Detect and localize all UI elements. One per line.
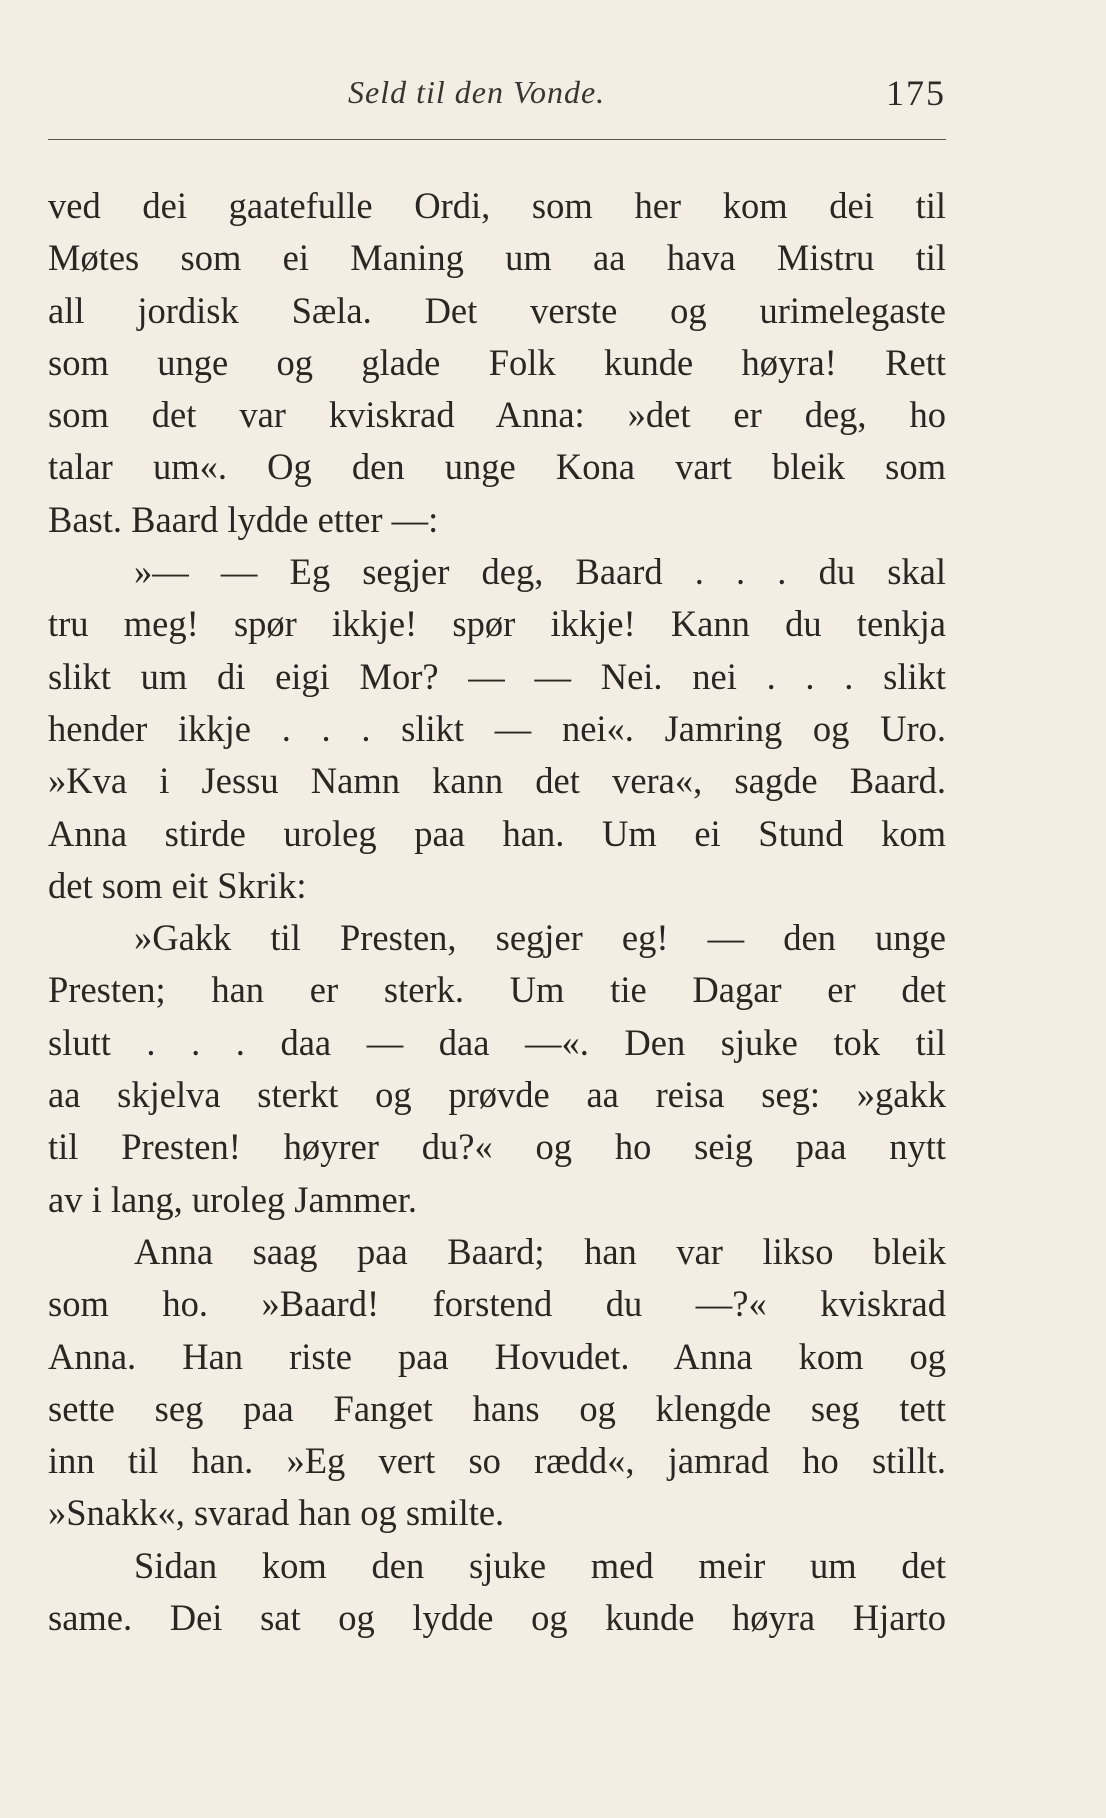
page-number: 175 — [886, 73, 946, 113]
text-line: tru meg! spør ikkje! spør ikkje! Kann du tenkja — [48, 603, 946, 645]
text-line: som det var kviskrad Anna: »det er deg, ho — [48, 394, 946, 436]
text-line: av i lang, uroleg Jammer. — [48, 1178, 417, 1220]
text-line: slutt . . . daa — daa —«. Den sjuke tok til — [48, 1021, 946, 1063]
text-line: »— — Eg segjer deg, Baard . . . du skal — [134, 551, 946, 593]
text-line: Sidan kom den sjuke med meir um det — [134, 1544, 946, 1586]
text-line: som unge og glade Folk kunde høyra! Rett — [48, 341, 946, 383]
text-line: Anna. Han riste paa Hovudet. Anna kom og — [48, 1335, 946, 1377]
text-line: til Presten! høyrer du?« og ho seig paa nytt — [48, 1126, 946, 1168]
text-line: »Gakk til Presten, segjer eg! — den unge — [134, 917, 946, 959]
text-line: ved dei gaatefulle Ordi, som her kom dei til — [48, 185, 946, 226]
body-text — [48, 180, 946, 1644]
text-line: aa skjelva sterkt og prøvde aa reisa seg: »gakk — [48, 1074, 946, 1116]
text-line: som ho. »Baard! forstend du —?« kviskrad — [48, 1283, 946, 1325]
running-title: Seld til den Vonde. — [348, 74, 606, 110]
text-line: slikt um di eigi Mor? — — Nei. nei . . . slikt — [48, 655, 946, 697]
text-line: »Snakk«, svarad han og smilte. — [48, 1492, 505, 1534]
text-line: sette seg paa Fanget hans og klengde seg tett — [48, 1387, 946, 1429]
text-line: Møtes som ei Maning um aa hava Mistru til — [48, 237, 946, 279]
text-line: »Kva i Jessu Namn kann det vera«, sagde Baard. — [48, 760, 946, 802]
text-line: same. Dei sat og lydde og kunde høyra Hjarto — [48, 1597, 946, 1639]
text-line: Presten; han er sterk. Um tie Dagar er det — [48, 969, 946, 1011]
text-line: hender ikkje . . . slikt — nei«. Jamring og Uro. — [48, 707, 946, 749]
text-line: Anna stirde uroleg paa han. Um ei Stund kom — [48, 812, 946, 854]
text-line: inn til han. »Eg vert so rædd«, jamrad ho stillt. — [48, 1440, 946, 1482]
header-rule — [48, 139, 946, 140]
text-line: Bast. Baard lydde etter —: — [48, 498, 439, 540]
page-header — [48, 68, 946, 118]
text-line: talar um«. Og den unge Kona vart bleik som — [48, 446, 946, 488]
text-line: all jordisk Sæla. Det verste og urimelegaste — [48, 289, 946, 331]
text-line: det som eit Skrik: — [48, 864, 307, 906]
text-line: Anna saag paa Baard; han var likso bleik — [134, 1230, 946, 1272]
